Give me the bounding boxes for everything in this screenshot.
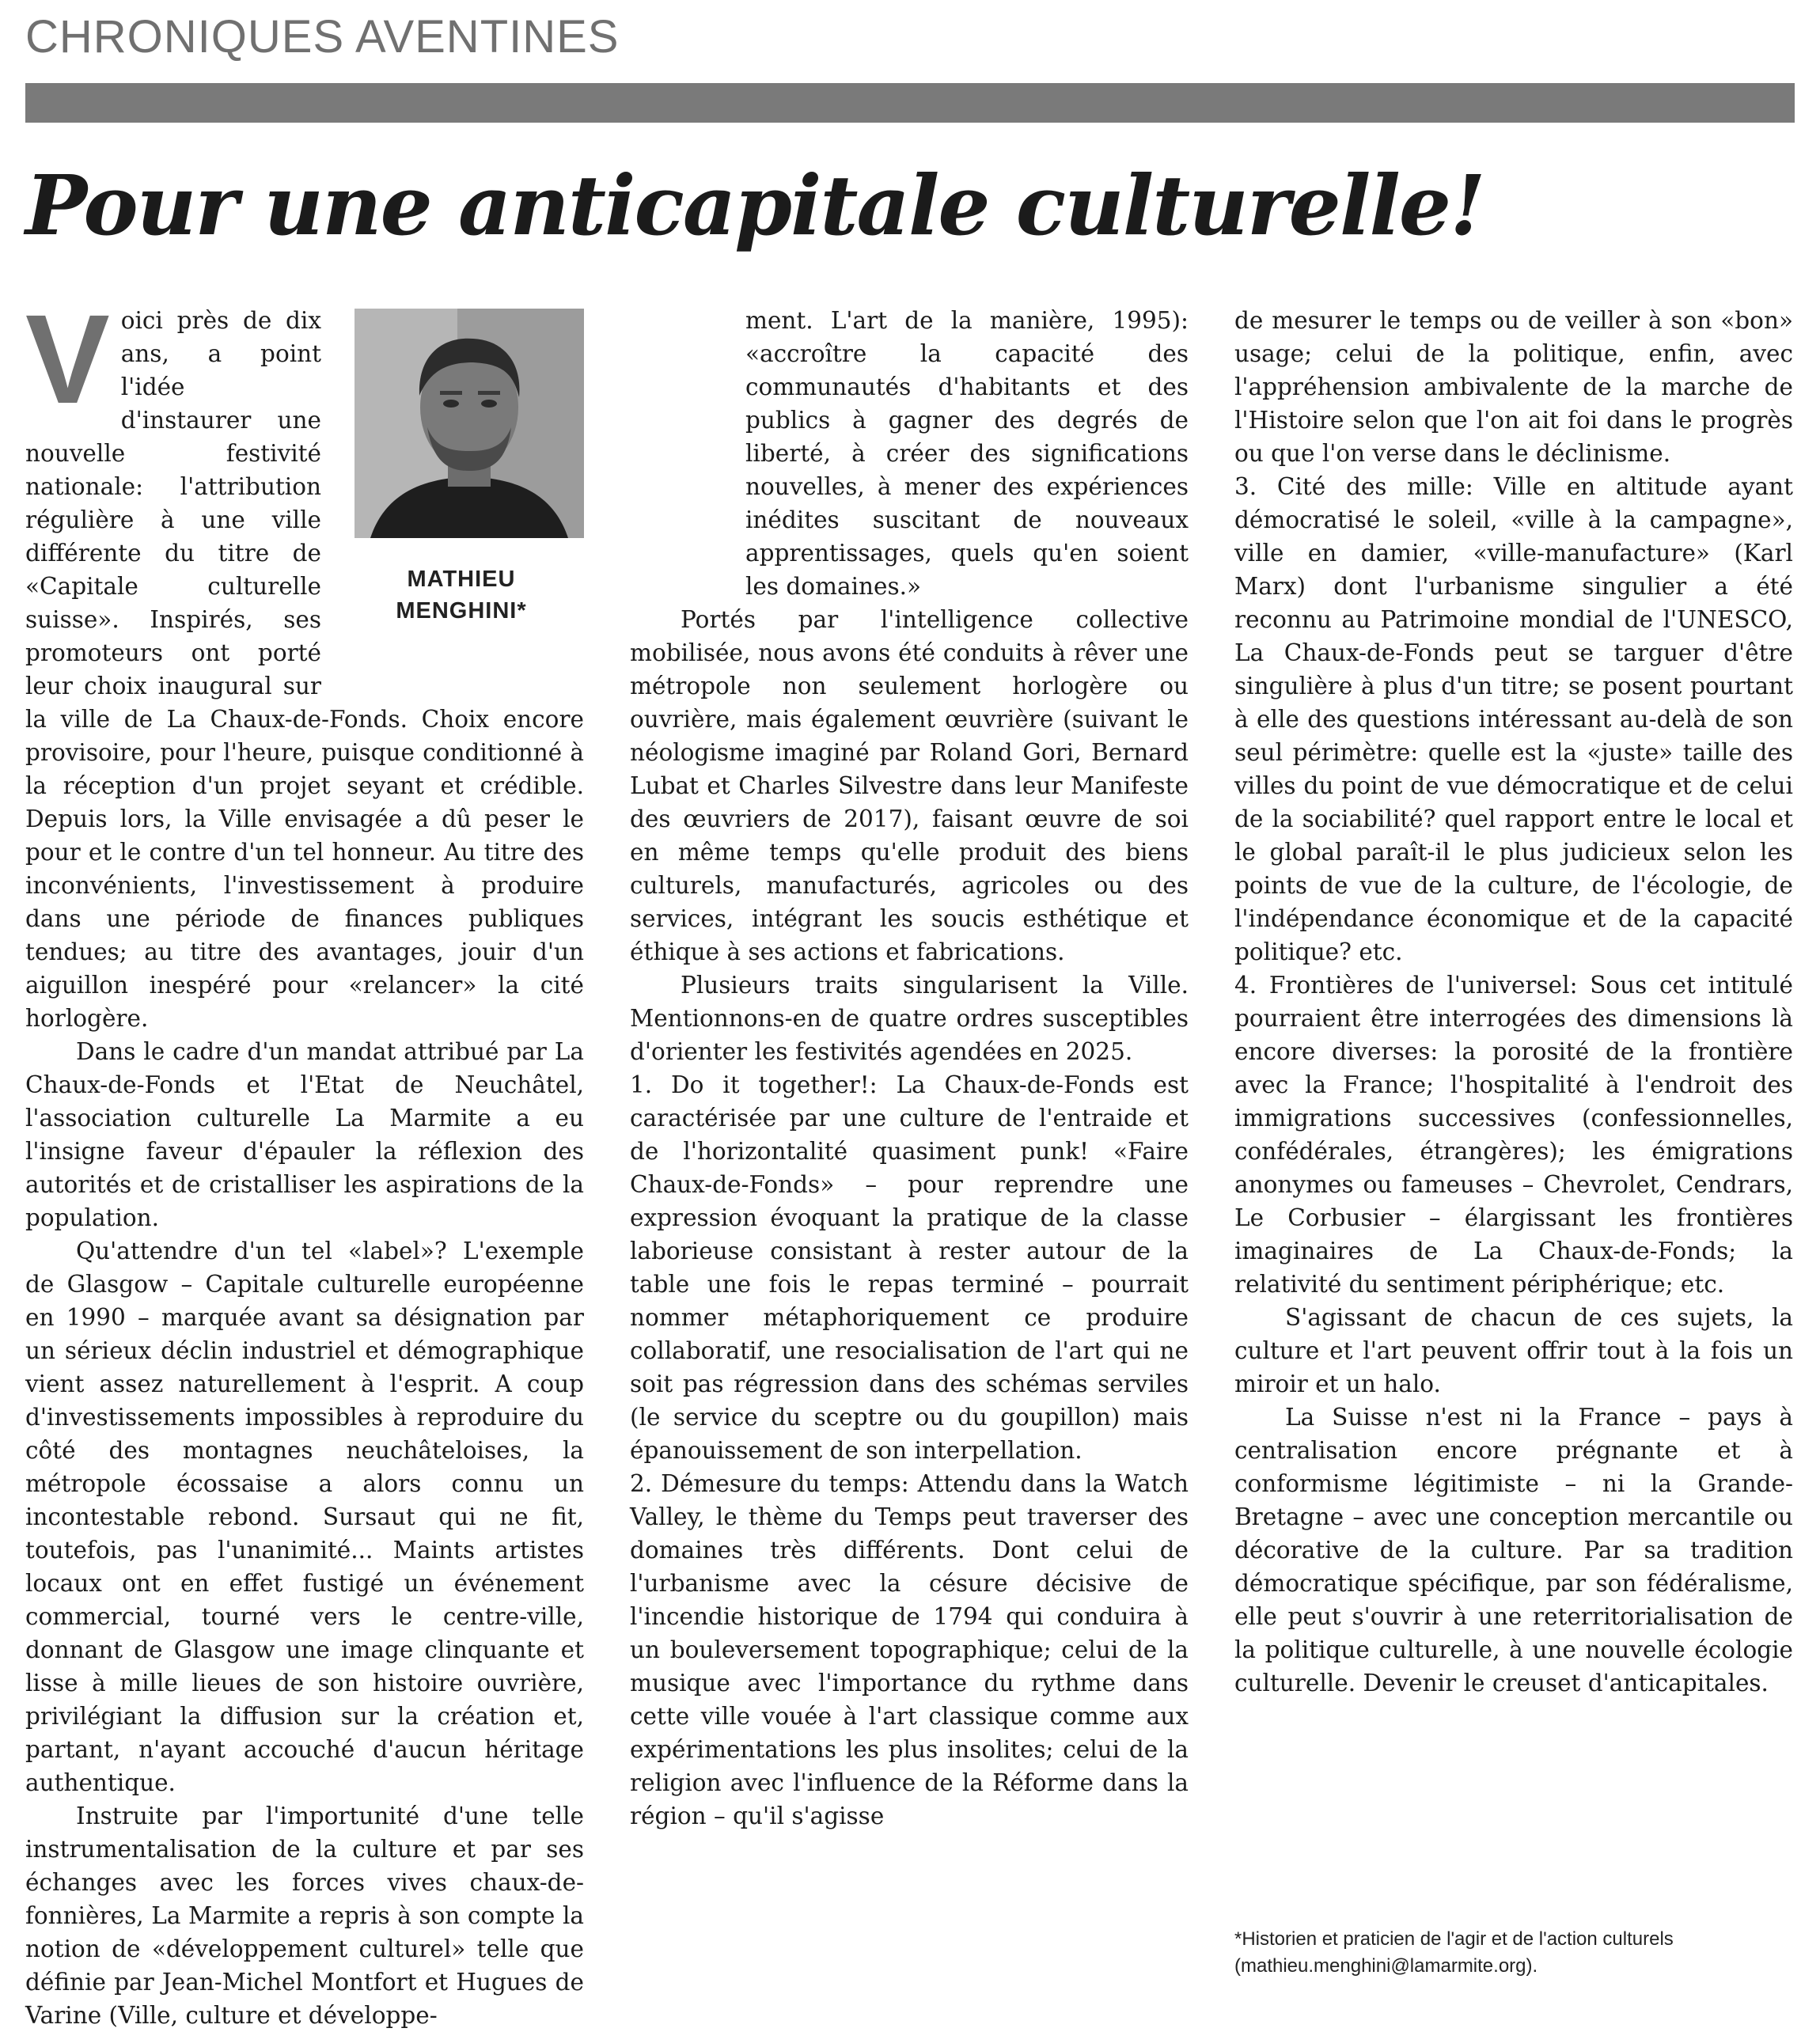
author-footnote [1234, 1926, 1804, 1980]
paragraph: ment. L'art de la manière, 1995): «accroître la capacité des communautés d'habitants et des publics à gagner des degrés de liberté, à créer des significations nouvelles, à mener des expériences inédites suscitant de nouveaux apprentissages, quels qu'en soient les domaines.» [745, 307, 1189, 600]
paragraph: Dans le cadre d'un mandat attribué par La Chaux-de-Fonds et l'Etat de Neuchâtel, l'association culturelle La Marmite a eu l'insigne faveur d'épauler la réflexion des autorités et de cristalliser les aspirations de la population. [25, 1038, 584, 1231]
drop-cap: V [25, 288, 110, 430]
paragraph: Plusieurs traits singularisent la Ville. Mentionnons-en de quatre ordres susceptibles d'orienter les festivités agendées en 2025. [630, 972, 1189, 1065]
paragraph: S'agissant de chacun de ces sujets, la culture et l'art peuvent offrir tout à la fois un miroir et un halo. [1234, 1304, 1793, 1397]
paragraph: La Suisse n'est ni la France – pays à centralisation encore prégnante et à conformisme légitimiste – ni la Grande-Bretagne – avec une conception mercantile ou décorative de la culture. Par sa tradition démocratique spécifique, par son fédéralisme, elle peut s'ouvrir à une reterritorialisation de la politique culturelle, à une nouvelle écologie culturelle. Devenir le creuset d'anticapitales. [1234, 1404, 1793, 1696]
author-box [339, 309, 584, 688]
paragraph: 3. Cité des mille: Ville en altitude ayant démocratisé le soleil, «ville à la campagne», ville en damier, «ville-manufacture» (Karl Marx) dont l'urbanisme singulier a été reconnu au Patrimoine mondial de l'UNESCO, La Chaux-de-Fonds peut se targuer d'être singulière à plus d'un titre; se posent pourtant à elle des questions intéressant au-delà de son seul périmètre: quelle est la «juste» taille des villes du point de vue démocratique et de celui de la sociabilité? quel rapport entre le local et le global paraît-il le plus judicieux selon les points de vue de la culture, de l'écologie, de l'indépendance économique et de la capacité politique? etc. [1234, 473, 1793, 965]
article-headline: Pour une anticapitale culturelle! [25, 157, 1484, 254]
article-column-1 [25, 288, 584, 2029]
paragraph: oici près de dix ans, a point l'idée d'instaurer une nouvelle festivité nationale: l'attribution régulière à une ville différente du titre de «Capitale culturelle suisse». Inspirés, ses promoteurs ont porté leur choix inaugural sur la ville de La Chaux-de-Fonds. Choix encore provisoire, pour l'heure, puisque conditionné à la réception d'un projet seyant et crédible. Depuis lors, la Ville envisagée a dû peser le pour et le contre d'un tel honneur. Au titre des inconvénients, l'investissement à produire dans une période de finances publiques tendues; au titre des avantages, jouir d'un aiguillon inespéré pour «relancer» la cité horlogère. [25, 307, 584, 1032]
author-last-name: MENGHINI* [396, 598, 527, 624]
paragraph: de mesurer le temps ou de veiller à son «bon» usage; celui de la politique, enfin, avec l'appréhension ambivalente de la marche de l'Histoire selon que l'on ait foi dans le progrès ou que l'on verse dans le déclinisme. [1234, 307, 1793, 467]
section-rubric: CHRONIQUES AVENTINES [25, 11, 620, 63]
paragraph: 4. Frontières de l'universel: Sous cet intitulé pourraient être interrogées des dimensions là encore diverses: la porosité de la frontière avec la France; l'hospitalité à l'endroit des immigrations successives (confessionnelles, confédérales, étrangères); les émigrations anonymes ou fameuses – Chevrolet, Cendrars, Le Corbusier – élargissant les frontières imaginaires de La Chaux-de-Fonds; la relativité du sentiment périphérique; etc. [1234, 972, 1793, 1298]
paragraph: Instruite par l'importunité d'une telle instrumentalisation de la culture et par ses échanges avec les forces vives chaux-de-fonnières, La Marmite a repris à son compte la notion de «développement culturel» telle que définie par Jean-Michel Montfort et Hugues de Varine (Ville, culture et développe- [25, 1803, 584, 2029]
paragraph: Portés par l'intelligence collective mobilisée, nous avons été conduits à rêver une métropole non seulement horlogère ou ouvrière, mais également œuvrière (suivant le néologisme imaginé par Roland Gori, Bernard Lubat et Charles Silvestre dans leur Manifeste des œuvriers de 2017), faisant œuvre de soi en même temps qu'elle produit des biens culturels, manufacturés, agricoles ou des services, intégrant les soucis esthétique et éthique à ses actions et fabrications. [630, 606, 1189, 965]
article-column-3 [1234, 304, 1793, 1878]
paragraph: Qu'attendre d'un tel «label»? L'exemple de Glasgow – Capitale culturelle européenne en 1990 – marquée avant sa désignation par un sérieux déclin industriel et démographique vient assez naturellement à l'esprit. A coup d'investissements impossibles à reproduire du côté des montagnes neuchâteloises, la métropole écossaise a alors connu un incontestable rebond. Sursaut qui ne fit, toutefois, pas l'unanimité... Maints artistes locaux ont en effet fustigé un événement commercial, tourné vers le centre-ville, donnant de Glasgow une image clinquante et lisse à mille lieues de son histoire ouvrière, privilégiant la diffusion sur la création et, partant, n'ayant accouché d'aucun héritage authentique. [25, 1238, 584, 1796]
paragraph: 1. Do it together!: La Chaux-de-Fonds est caractérisée par une culture de l'entraide et de l'horizontalité quasiment punk! «Faire Chaux-de-Fonds» – pour reprendre une expression évoquant la pratique de la classe laborieuse consistant à rester autour de la table une fois le repas terminé – pourrait nommer métaphoriquement ce produire collaboratif, une resocialisation de l'art qui ne soit pas régression dans des schémas serviles (le service du sceptre ou du goupillon) mais épanouissement de son interpellation. [630, 1071, 1189, 1464]
author-first-name: MATHIEU [407, 567, 516, 592]
author-byline [339, 563, 584, 627]
section-rule [25, 83, 1795, 123]
footnote-line: *Historien et praticien de l'agir et de l'action culturels [1234, 1928, 1674, 1950]
paragraph: 2. Démesure du temps: Attendu dans la Watch Valley, le thème du Temps peut traverser des domaines très différents. Dont celui de l'urbanisme avec la césure décisive de l'incendie historique de 1794 qui conduira à un bouleversement topographique; celui de la musique avec l'importance du rythme dans cette ville vouée à l'art classique comme aux expérimentations les plus insolites; celui de la religion avec l'influence de la Réforme dans la région – qu'il s'agisse [630, 1470, 1189, 1829]
footnote-email: (mathieu.menghini@lamarmite.org). [1234, 1955, 1538, 1977]
author-portrait [355, 309, 584, 538]
article-column-2 [630, 304, 1189, 1973]
